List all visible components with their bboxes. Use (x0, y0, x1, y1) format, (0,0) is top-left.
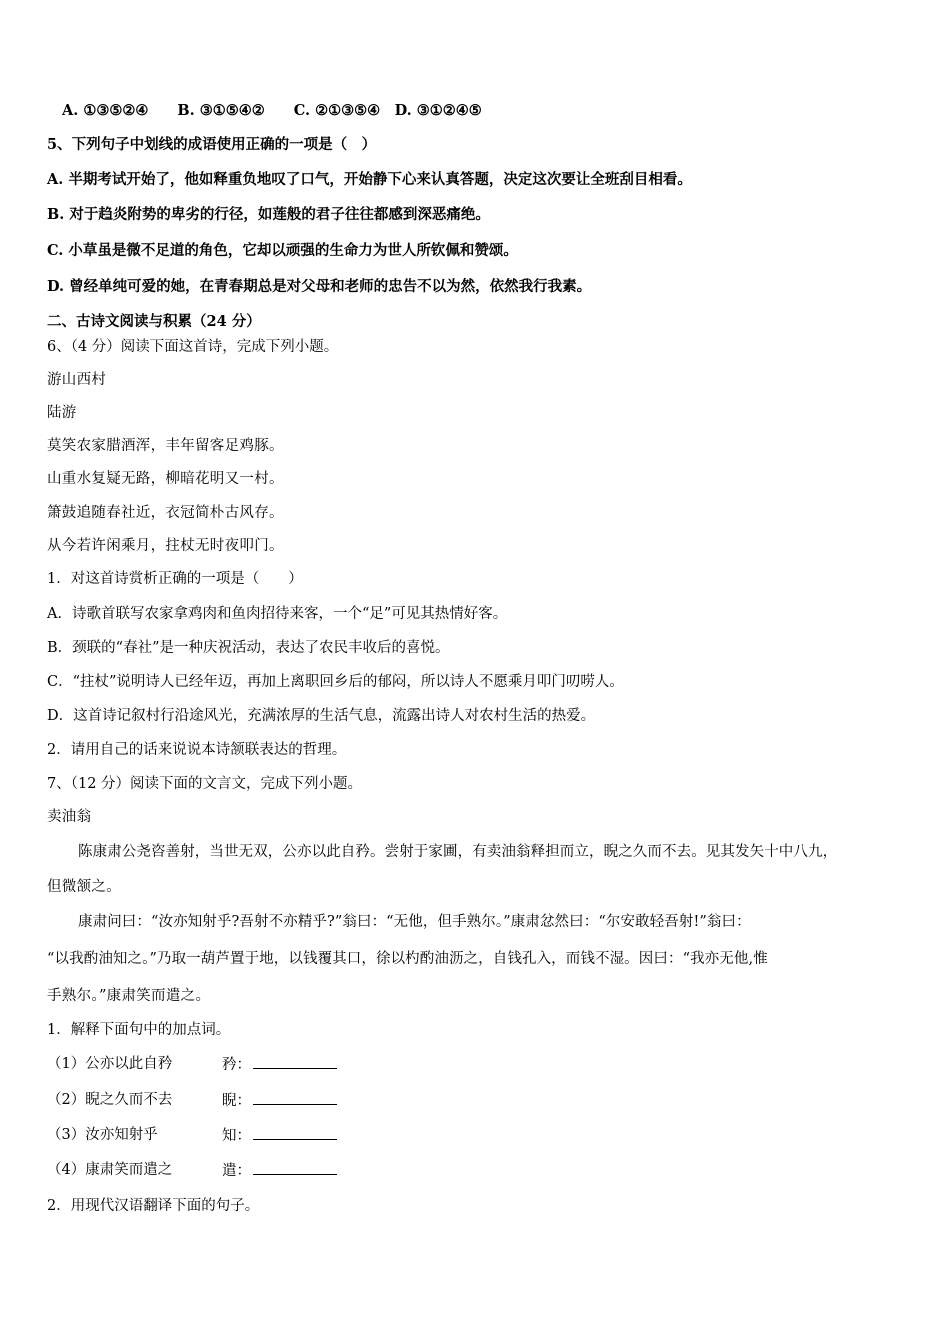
q5-option-c: C. 小草虽是微不足道的角色，它却以顽强的生命力为世人所钦佩和赞颂。 (47, 242, 518, 259)
text-para2-line3: 手熟尔。”康肃笑而遣之。 (47, 988, 211, 1004)
q7-stem: 7、（12 分）阅读下面的文言文，完成下列小题。 (47, 776, 363, 792)
text-para1-line2: 但微颔之。 (47, 879, 121, 895)
poem-line: 箫鼓追随春社近，衣冠简朴古风存。 (47, 505, 284, 521)
poem-line: 从今若许闲乘月，拄杖无时夜叩门。 (47, 538, 284, 554)
explain-answer (222, 1160, 337, 1181)
poem-title: 游山西村 (47, 372, 107, 388)
text-title: 卖油翁 (47, 809, 92, 825)
q6-option-d: D．这首诗记叙村行沿途风光，充满浓厚的生活气息，流露出诗人对农村生活的热爱。 (47, 708, 596, 724)
text-para2-line2: “以我酌油知之。”乃取一葫芦置于地，以钱覆其口，徐以杓酌油沥之，自钱孔入，而钱不湿。因曰：“我亦无他,惟 (47, 951, 768, 967)
q4-options: A. ①③⑤②④ B. ③①⑤④② C. ②①③⑤④ D. ③①②④⑤ (62, 102, 482, 119)
explain-item (47, 1160, 172, 1180)
explain-sentence: （4）康肃笑而遣之 (47, 1162, 173, 1178)
explain-item (47, 1054, 172, 1074)
explain-word: 睨： (222, 1093, 251, 1109)
answer-blank[interactable] (253, 1125, 337, 1140)
explain-word: 遣： (222, 1163, 251, 1179)
q7-sub2: 2．用现代汉语翻译下面的句子。 (47, 1198, 260, 1214)
text-para2-line1: 康肃问曰：“汝亦知射乎?吾射不亦精乎?”翁曰：“无他，但手熟尔。”康肃忿然曰：“尔安敢轻吾射!”翁曰： (78, 914, 751, 930)
answer-blank[interactable] (253, 1160, 337, 1175)
q5-option-d: D. 曾经单纯可爱的她，在青春期总是对父母和老师的忠告不以为然，依然我行我素。 (47, 278, 592, 295)
explain-sentence: （3）汝亦知射乎 (47, 1127, 158, 1143)
q6-stem: 6、（4 分）阅读下面这首诗，完成下列小题。 (47, 339, 339, 355)
poem-line: 山重水复疑无路，柳暗花明又一村。 (47, 471, 284, 487)
q6-option-c: C．“拄杖”说明诗人已经年迈，再加上离职回乡后的郁闷，所以诗人不愿乘月叩门叨唠人。 (47, 674, 624, 690)
q5-option-b: B. 对于趋炎附势的卑劣的行径，如莲般的君子往往都感到深恶痛绝。 (47, 206, 490, 223)
q5-stem: 5、下列句子中划线的成语使用正确的一项是（ ） (47, 136, 377, 153)
answer-blank[interactable] (253, 1090, 337, 1105)
explain-answer (222, 1090, 337, 1111)
text-para1-line1: 陈康肃公尧咨善射，当世无双，公亦以此自矜。尝射于家圃，有卖油翁释担而立，睨之久而不去。见其发矢十中八九， (78, 844, 838, 860)
poem-line: 莫笑农家腊酒浑，丰年留客足鸡豚。 (47, 438, 284, 454)
explain-word: 知： (222, 1128, 251, 1144)
explain-sentence: （2）睨之久而不去 (47, 1092, 173, 1108)
section2-title: 二、古诗文阅读与积累（24 分） (47, 313, 261, 330)
q6-sub1: 1．对这首诗赏析正确的一项是（ ） (47, 571, 303, 587)
explain-item (47, 1090, 172, 1110)
q6-option-b: B．颈联的“春社”是一种庆祝活动，表达了农民丰收后的喜悦。 (47, 640, 450, 656)
poem-author: 陆游 (47, 405, 77, 421)
explain-answer (222, 1125, 337, 1146)
explain-item (47, 1125, 158, 1145)
q7-sub1: 1．解释下面句中的加点词。 (47, 1022, 231, 1038)
explain-sentence: （1）公亦以此自矜 (47, 1056, 173, 1072)
q6-sub2: 2．请用自己的话来说说本诗颔联表达的哲理。 (47, 742, 347, 758)
q5-option-a: A. 半期考试开始了，他如释重负地叹了口气，开始静下心来认真答题，决定这次要让全班刮目相看。 (47, 171, 692, 188)
explain-answer (222, 1054, 337, 1075)
explain-word: 矜： (222, 1057, 251, 1073)
answer-blank[interactable] (253, 1054, 337, 1069)
q6-option-a: A．诗歌首联写农家拿鸡肉和鱼肉招待来客，一个“足”可见其热情好客。 (47, 606, 508, 622)
